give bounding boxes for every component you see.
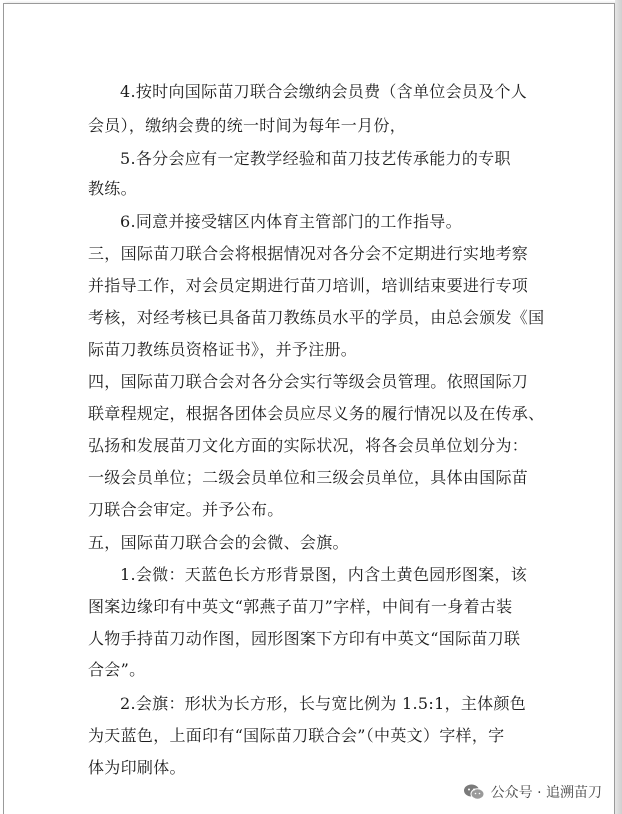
text-line: 6.同意并接受辖区内体育主管部门的工作指导。 (120, 212, 462, 231)
text-line: 弘扬和发展苗刀文化方面的实际状况，将各会员单位划分为： (88, 436, 529, 455)
text-line: 体为印刷体。 (88, 758, 186, 777)
text-line: 图案边缘印有中英文“郭燕子苗刀”字样，中间有一身着古装 (88, 597, 513, 616)
text-line: 际苗刀教练员资格证书》，并予注册。 (88, 340, 358, 359)
text-line: 五，国际苗刀联合会的会微、会旗。 (88, 533, 349, 552)
text-line: 会员），缴纳会费的统一时间为每年一月份， (88, 116, 407, 135)
text-line: 考核，对经考核已具备苗刀教练员水平的学员，由总会颁发《国 (88, 308, 545, 327)
text-line: 一级会员单位；二级会员单位和三级会员单位，具体由国际苗 (88, 468, 529, 487)
text-line: 联章程规定，根据各团体会员应尽义务的履行情况以及在传承、 (88, 404, 545, 423)
text-line: 2.会旗：形状为长方形，长与宽比例为 1.5:1，主体颜色 (120, 694, 527, 713)
watermark (463, 782, 602, 802)
watermark-text: 公众号 · 追溯苗刀 (490, 785, 602, 801)
text-line: 并指导工作，对会员定期进行苗刀培训，培训结束要进行专项 (88, 276, 529, 295)
text-line: 为天蓝色，上面印有“国际苗刀联合会”（中英文）字样，字 (88, 726, 505, 745)
text-line: 三，国际苗刀联合会将根据情况对各分会不定期进行实地考察 (88, 244, 529, 263)
text-line: 四，国际苗刀联合会对各分会实行等级会员管理。依照国际刀 (88, 372, 529, 391)
scroll-edge (615, 0, 622, 814)
wechat-icon (463, 783, 485, 801)
text-line: 人物手持苗刀动作图，园形图案下方印有中英文“国际苗刀联 (88, 629, 521, 648)
text-line: 4.按时向国际苗刀联合会缴纳会员费（含单位会员及个人 (120, 82, 528, 101)
text-line: 1.会微：天蓝色长方形背景图，内含土黄色园形图案，该 (120, 565, 528, 584)
text-line: 5.各分会应有一定教学经验和苗刀技艺传承能力的专职 (120, 149, 511, 168)
text-line: 教练。 (88, 179, 137, 198)
text-line: 合会”。 (88, 660, 146, 679)
text-line: 刀联合会审定。并予公布。 (88, 500, 284, 519)
